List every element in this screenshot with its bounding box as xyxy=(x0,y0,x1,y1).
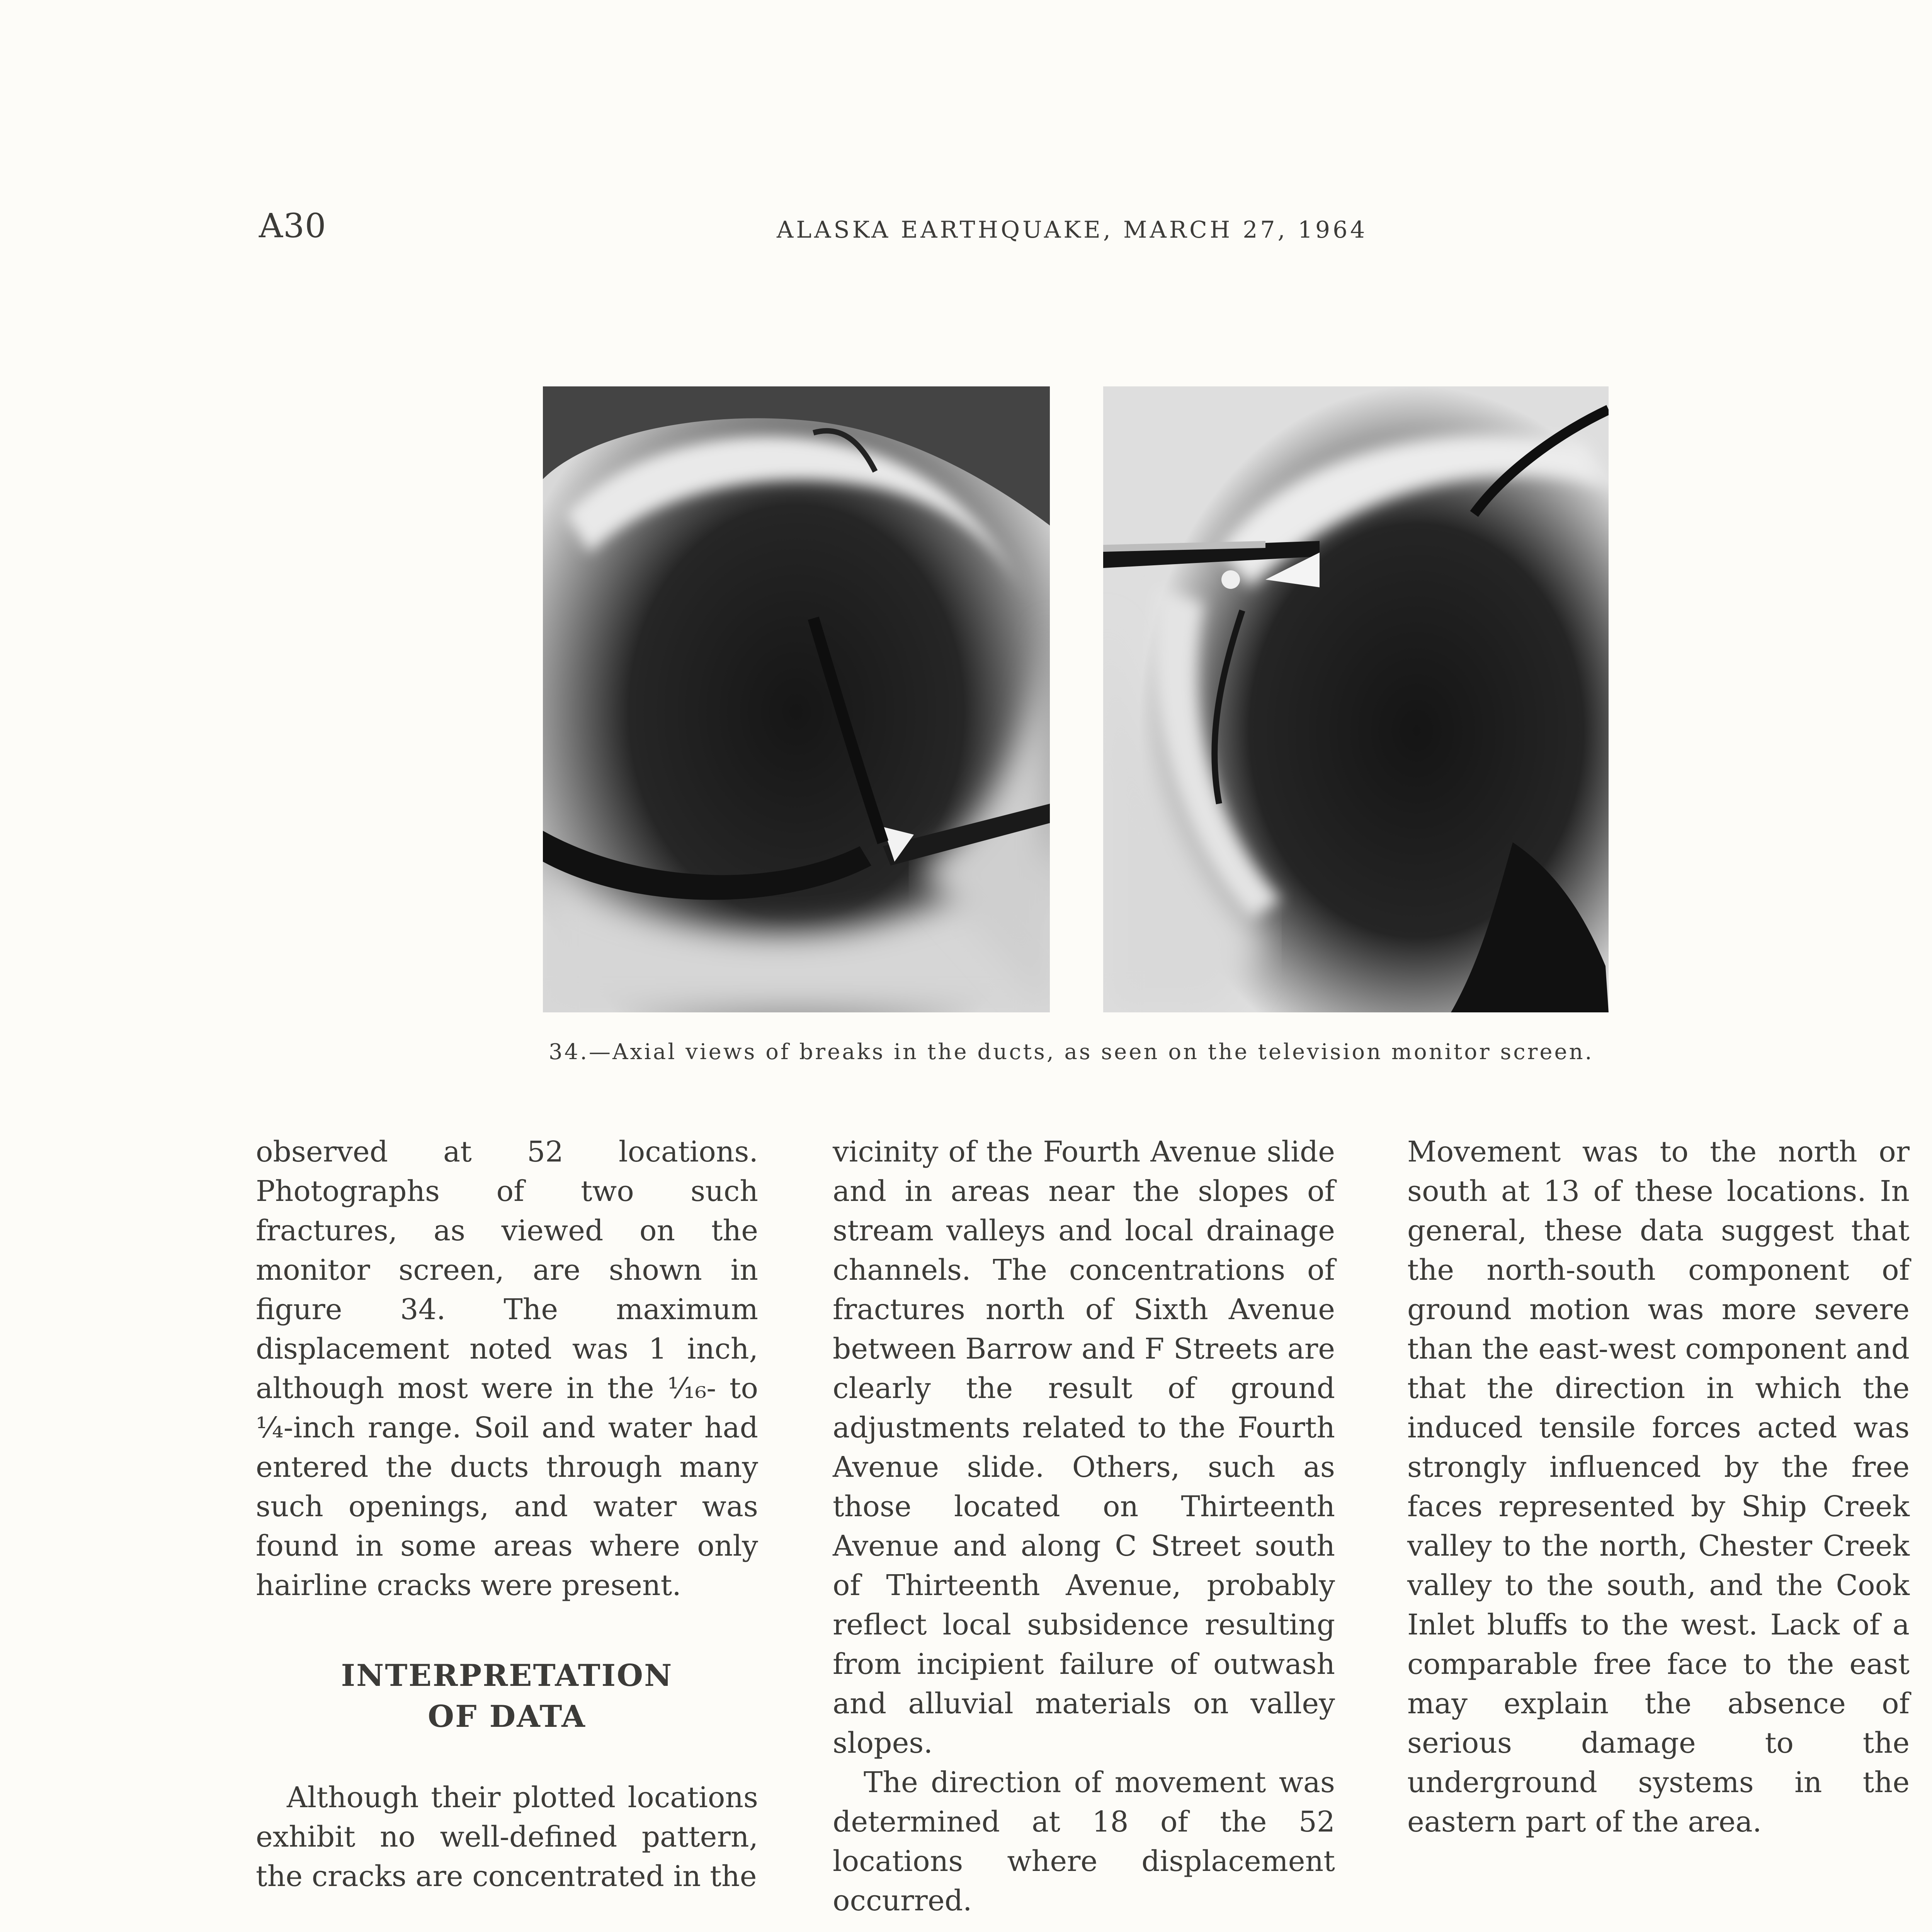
figure-caption: 34.—Axial views of breaks in the ducts, as seen on the television monitor screen. xyxy=(549,1039,1594,1065)
duct-break-photo-left xyxy=(543,386,1050,1012)
paragraph: The direction of movement was determined at 18 of the 52 locations where displacement occurred. xyxy=(833,1766,1335,1917)
text-column-2 xyxy=(833,1132,1335,1920)
running-head: ALASKA EARTHQUAKE, MARCH 27, 1964 xyxy=(777,216,1368,243)
paragraph: Although their plotted locations exhibit no well-defined pattern, the cracks are concentrated in the xyxy=(256,1781,758,1893)
paragraph: vicinity of the Fourth Avenue slide and in areas near the slopes of stream valleys and local drainage channels. The concentrations of fractures north of Sixth Avenue between Barrow and F Streets are clearly the result of ground adjustments related to the Fourth Avenue slide. Others, such as those located on Thirteenth Avenue and along C Street south of Thirteenth Avenue, probably reflect local subsidence resulting from incipient failure of outwash and alluvial materials on valley slopes. xyxy=(833,1135,1335,1760)
text-column-1 xyxy=(256,1132,758,1896)
section-heading xyxy=(256,1655,758,1737)
paragraph: observed at 52 locations. Photographs of two such fractures, as viewed on the monitor screen, are shown in figure 34. The maximum displacement noted was 1 inch, although most were in the ¹⁄₁₆- to ¼-inch range. Soil and water had entered the ducts through many such openings, and water was found in some areas where only hairline cracks were present. xyxy=(256,1135,758,1602)
paragraph: Movement was to the north or south at 13 of these locations. In general, these data suggest that the north-south component of ground motion was more severe than the east-west component and that the direction in which the induced tensile forces acted was strongly influenced by the free faces represented by Ship Creek valley to the north, Chester Creek valley to the south, and the Cook Inlet bluffs to the west. Lack of a comparable free face to the east may explain the absence of serious damage to the underground systems in the eastern part of the area. xyxy=(1407,1135,1910,1838)
section-heading-line-2: OF DATA xyxy=(428,1699,586,1734)
text-column-3 xyxy=(1407,1132,1910,1842)
section-heading-line-1: INTERPRETATION xyxy=(341,1658,673,1693)
duct-break-photo-right xyxy=(1103,386,1609,1012)
page-number: A30 xyxy=(259,207,327,245)
